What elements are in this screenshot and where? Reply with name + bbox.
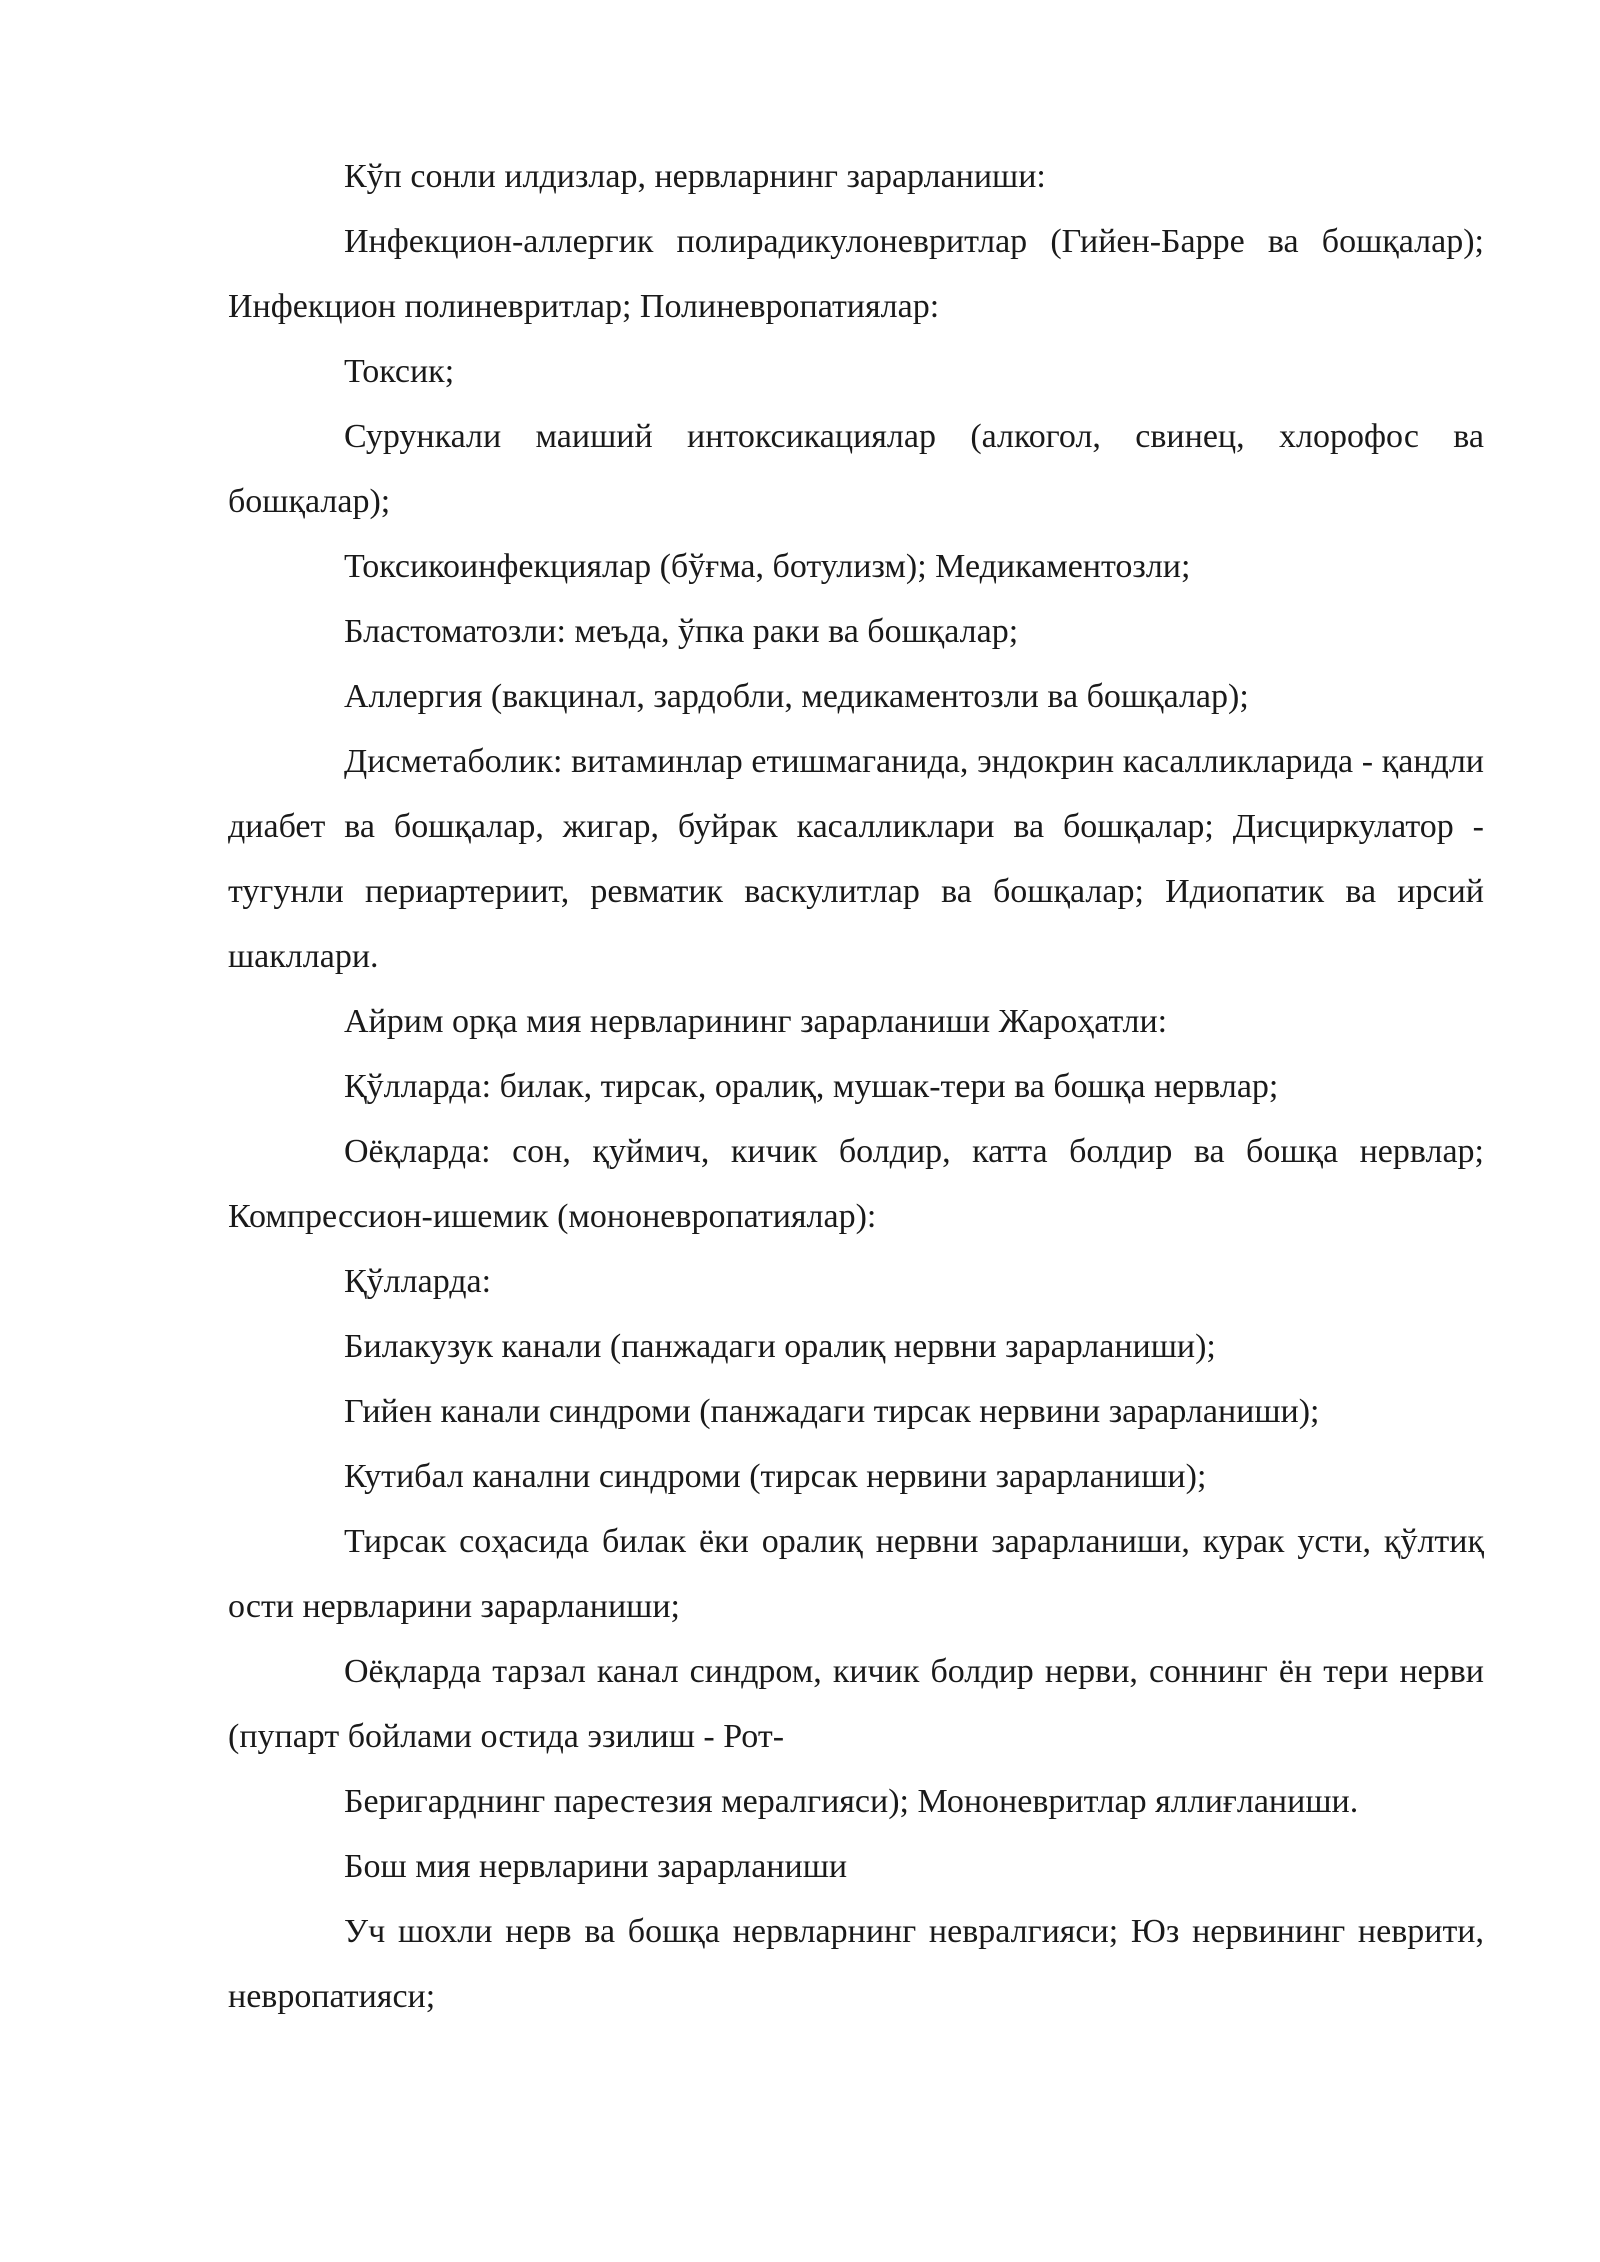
paragraph-arms-nerves: Қўлларда: билак, тирсак, оралиқ, мушак-тери ва бошқа нервлар; — [344, 1068, 1279, 1105]
paragraph-cubital-canal: Кутибал канални синдроми (тирсак нервини зарарланиши); — [344, 1458, 1207, 1495]
paragraph-guyon-canal: Гийен канали синдроми (панжадаги тирсак нервини зарарланиши); — [344, 1393, 1320, 1430]
paragraph-spinal-nerves-heading: Айрим орқа мия нервларининг зарарланиши Жароҳатли: — [344, 1003, 1168, 1040]
paragraph-tarsal-canal: Оёқларда тарзал канал синдром, кичик болдир нерви, соннинг ён тери нерви (пупарт бойлами остида эзилиш - Рот- — [228, 1653, 1484, 1755]
paragraph-multiple-roots: Кўп сонли илдизлар, нервларнинг зарарланиши: — [344, 158, 1046, 195]
paragraph-dysmetabolic: Дисметаболик: витаминлар етишмаганида, эндокрин касалликларида - қандли диабет ва бошқалар, жигар, буйрак касалликлари ва бошқалар; Дисциркулатор - тугунли периартериит, ревматик васкулитлар ва бошқалар; Идиопатик ва ирсий шакллари. — [228, 743, 1484, 975]
paragraph-arms-heading: Қўлларда: — [344, 1263, 492, 1300]
paragraph-carpal-tunnel: Билакузук канали (панжадаги оралиқ нервни зарарланиши); — [344, 1328, 1216, 1365]
paragraph-legs-nerves: Оёқларда: сон, қуймич, кичик болдир, катта болдир ва бошқа нервлар; Компрессион-ишемик (мононевропатиялар): — [228, 1133, 1484, 1235]
paragraph-toxic: Токсик; — [344, 353, 455, 390]
paragraph-chronic-intoxication: Сурункали маиший интоксикациялар (алкогол, свинец, хлорофос ва бошқалар); — [228, 418, 1484, 520]
paragraph-infectious-allergic: Инфекцион-аллергик полирадикулоневритлар (Гийен-Барре ва бошқалар); Инфекцион полиневритлар; Полиневропатиялар: — [228, 223, 1484, 325]
paragraph-toxicoinfections: Токсикоинфекциялар (бўғма, ботулизм); Медикаментозли; — [344, 548, 1191, 585]
paragraph-blastomatous: Бластоматозли: меъда, ўпка раки ва бошқалар; — [344, 613, 1019, 650]
paragraph-cranial-nerves-heading: Бош мия нервларини зарарланиши — [344, 1848, 848, 1885]
paragraph-allergy: Аллергия (вакцинал, зардобли, медикаментозли ва бошқалар); — [344, 678, 1249, 715]
document-body — [228, 144, 1484, 2029]
paragraph-elbow-region: Тирсак соҳасида билак ёки оралиқ нервни зарарланиши, курак усти, қўлтиқ ости нервларини зарарланиши; — [228, 1523, 1484, 1625]
paragraph-trigeminal-facial: Уч шохли нерв ва бошқа нервларнинг невралгияси; Юз нервининг неврити, невропатияси; — [228, 1913, 1484, 2015]
paragraph-meralgia: Беригарднинг парестезия мералгияси); Мононевритлар яллиғланиши. — [344, 1783, 1359, 1820]
